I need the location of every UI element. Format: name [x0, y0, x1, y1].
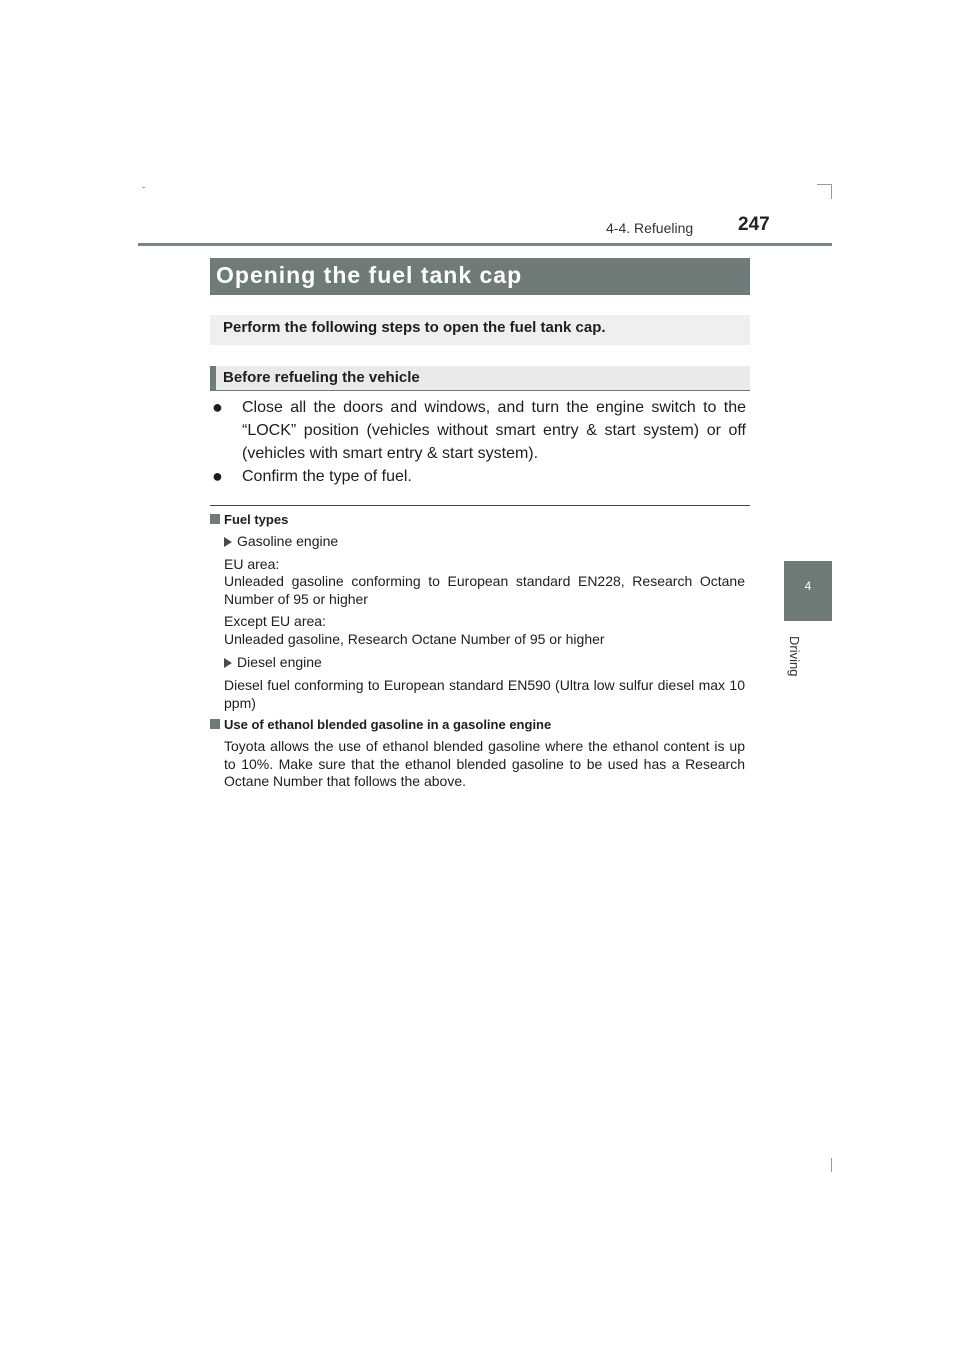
- square-bullet-icon: [210, 514, 220, 524]
- gasoline-engine-label: Gasoline engine: [224, 533, 338, 549]
- bullet-dot-icon: ●: [212, 397, 223, 417]
- section-header: 4-4. Refueling: [606, 220, 694, 236]
- subsection-accent-bar: [210, 366, 216, 391]
- except-eu-text: Unleaded gasoline, Research Octane Number of 95 or higher: [224, 631, 605, 647]
- eu-area-label: EU area:: [224, 556, 280, 572]
- intro-text: Perform the following steps to open the fuel tank cap.: [223, 319, 606, 336]
- header-rule: [138, 243, 832, 246]
- chapter-number: 4: [804, 579, 812, 593]
- fuel-types-heading: Fuel types: [210, 512, 288, 527]
- chapter-label: Driving: [787, 636, 802, 677]
- crop-mark-top-right-h: [817, 184, 832, 185]
- subsection-title: Before refueling the vehicle: [223, 369, 420, 386]
- bullet-item: [212, 396, 746, 465]
- section-title-banner: [210, 258, 750, 295]
- content-divider: [210, 505, 750, 506]
- bullet-item: [212, 465, 746, 488]
- chapter-label-wrap: [786, 636, 806, 696]
- crop-mark-bottom-right: [831, 1158, 832, 1172]
- crop-mark-top-right-v: [831, 184, 832, 199]
- intro-box: [210, 315, 750, 345]
- diesel-text: Diesel fuel conforming to European standard EN590 (Ultra low sulfur diesel max 10 ppm): [224, 677, 745, 711]
- crop-mark-top-left: [142, 187, 145, 188]
- bullet-text: Confirm the type of fuel.: [242, 468, 412, 485]
- ethanol-text: Toyota allows the use of ethanol blended gasoline where the ethanol content is up to 10%. Make sure that the ethanol blended gasoline to be used has a Research Octane Number that follows the above.: [224, 738, 745, 789]
- except-eu-label: Except EU area:: [224, 613, 326, 629]
- subsection-header: [210, 366, 750, 391]
- chapter-tab: [784, 561, 832, 621]
- arrow-right-icon: [224, 658, 232, 668]
- section-title: Opening the fuel tank cap: [216, 262, 523, 288]
- arrow-right-icon: [224, 537, 232, 547]
- ethanol-heading: Use of ethanol blended gasoline in a gasoline engine: [210, 717, 551, 732]
- square-bullet-icon: [210, 719, 220, 729]
- page-number: 247: [738, 214, 770, 235]
- eu-area-text: Unleaded gasoline conforming to European standard EN228, Research Octane Number of 95 or higher: [224, 573, 745, 607]
- bullet-dot-icon: ●: [212, 466, 223, 486]
- diesel-engine-label: Diesel engine: [224, 654, 322, 670]
- bullet-text: Close all the doors and windows, and turn the engine switch to the “LOCK” position (vehicles without smart entry & start system) or off (vehicles with smart entry & start system).: [242, 399, 746, 462]
